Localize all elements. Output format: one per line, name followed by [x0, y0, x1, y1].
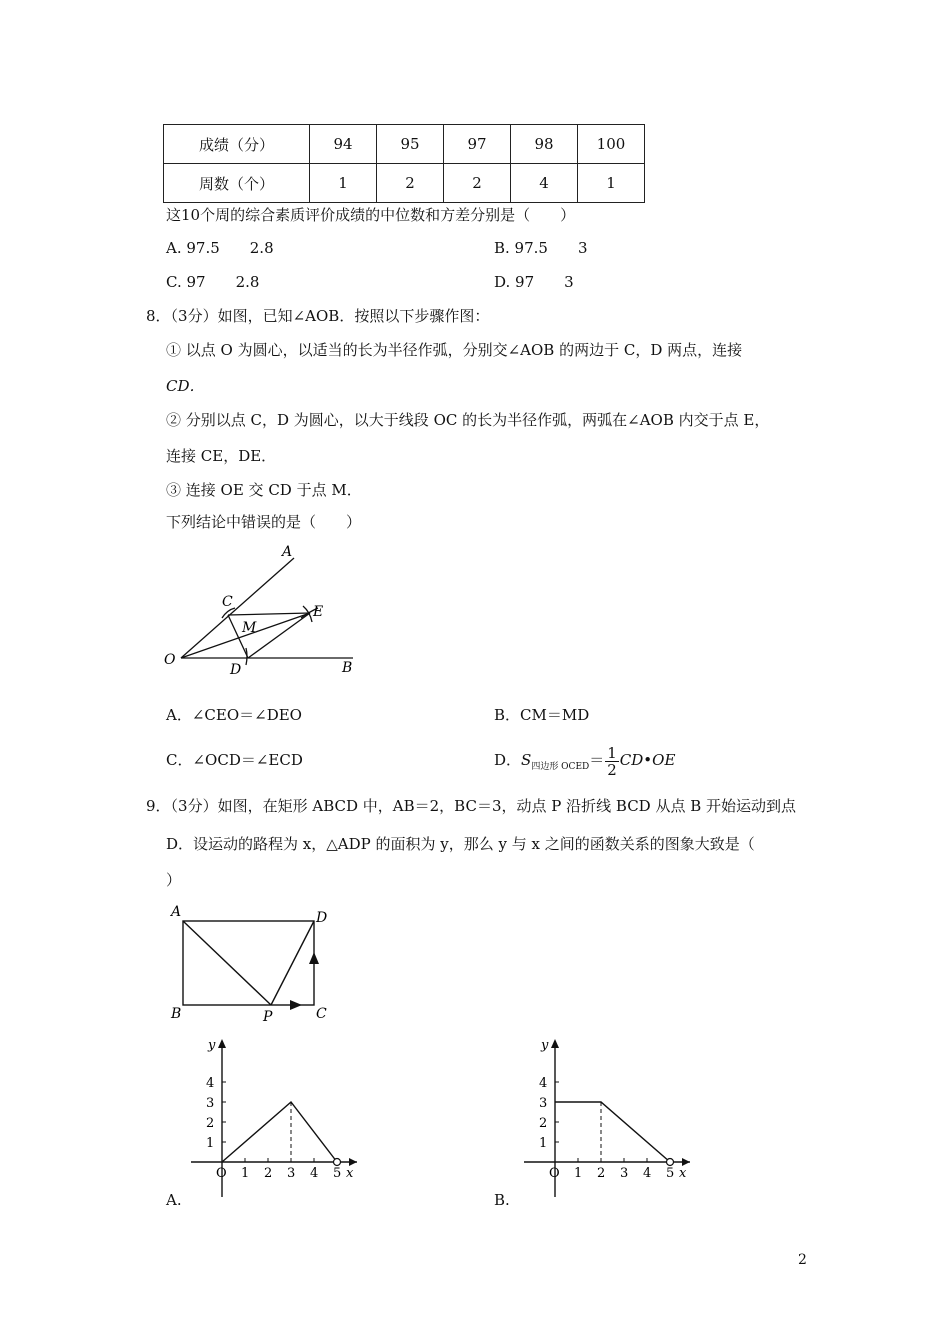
y-tick-label: 3	[539, 1096, 548, 1111]
rectangle-figure	[165, 900, 340, 1025]
x-tick-label: 2	[597, 1166, 606, 1181]
table-cell: 2	[377, 164, 444, 203]
label-e: E	[313, 604, 324, 620]
origin-label: O	[549, 1166, 560, 1181]
x-tick-label: 5	[666, 1166, 675, 1181]
table-row	[164, 164, 645, 203]
endpoint-open-circle	[667, 1159, 674, 1166]
label-a: A	[171, 904, 182, 920]
q8-option-d-s: S	[521, 751, 532, 769]
x-axis-arrow-icon	[349, 1158, 357, 1166]
q8-step3: ③ 连接 OE 交 CD 于点 M．	[166, 481, 362, 499]
label-b: B	[171, 1006, 182, 1022]
x-axis-arrow-icon	[682, 1158, 690, 1166]
q8-option-b: B．CM＝MD	[494, 706, 590, 724]
label-p: P	[263, 1009, 273, 1025]
y-tick-label: 1	[539, 1136, 548, 1151]
score-table	[163, 124, 645, 203]
x-tick-label: 3	[287, 1166, 296, 1181]
q8-step1b: CD．	[166, 377, 205, 395]
fraction-denominator: 2	[607, 760, 617, 779]
y-axis-label: y	[541, 1038, 549, 1053]
q9-line3: ）	[166, 871, 182, 889]
x-tick-label: 1	[241, 1166, 250, 1181]
y-tick-label: 2	[206, 1116, 215, 1131]
label-c: C	[222, 594, 233, 610]
fraction-numerator: 1	[607, 743, 617, 762]
q7-question: 这10个周的综合素质评价成绩的中位数和方差分别是（ ）	[166, 206, 576, 224]
y-tick-label: 3	[206, 1096, 215, 1111]
ray-oa	[181, 558, 294, 658]
q8-option-d-tail: CD•OE	[619, 751, 676, 769]
table-cell: 95	[377, 125, 444, 164]
endpoint-open-circle	[334, 1159, 341, 1166]
segment-de	[248, 613, 310, 658]
graph-option-b	[518, 1035, 703, 1205]
x-axis-label: x	[679, 1166, 687, 1181]
fraction-half	[605, 745, 619, 778]
q8-option-a: A．∠CEO＝∠DEO	[166, 706, 302, 724]
y-tick-label: 2	[539, 1116, 548, 1131]
y-tick-label: 4	[206, 1076, 215, 1091]
q8-step2b: 连接 CE，DE．	[166, 447, 277, 465]
q8-score: （3分）	[170, 307, 218, 325]
q8-option-d-sub: 四边形 OCED	[531, 762, 590, 772]
table-cell: 100	[578, 125, 645, 164]
x-axis-label: x	[346, 1166, 354, 1181]
table-cell: 94	[310, 125, 377, 164]
q8-option-d-eq: ＝	[589, 751, 605, 769]
x-tick-label: 3	[620, 1166, 629, 1181]
function-line	[222, 1102, 337, 1162]
origin-label: O	[216, 1166, 227, 1181]
segment-ce	[228, 613, 310, 615]
label-c: C	[316, 1006, 327, 1022]
q7-option-c: C. 97 2.8	[166, 273, 260, 291]
x-tick-label: 4	[643, 1166, 652, 1181]
q8-option-c: C．∠OCD＝∠ECD	[166, 751, 303, 769]
x-tick-label: 4	[310, 1166, 319, 1181]
x-tick-label: 1	[574, 1166, 583, 1181]
angle-construction-figure	[160, 538, 370, 683]
label-a: A	[282, 544, 293, 560]
label-d: D	[230, 662, 242, 678]
segment-dp	[271, 921, 314, 1005]
y-axis-label: y	[208, 1038, 216, 1053]
arrow-right-icon	[290, 1000, 302, 1010]
q9-line2: D．设运动的路程为 x，△ADP 的面积为 y，那么 y 与 x 之间的函数关系的图象大致是（	[166, 835, 755, 853]
function-line	[555, 1102, 670, 1162]
rectangle-abcd	[183, 921, 314, 1005]
y-axis-arrow-icon	[551, 1039, 559, 1048]
label-d: D	[316, 910, 328, 926]
y-tick-label: 1	[206, 1136, 215, 1151]
q8-intro: 如图，已知∠AOB．按照以下步骤作图：	[217, 307, 490, 325]
graph-option-a	[185, 1035, 370, 1205]
q8-number: 8．	[146, 307, 171, 325]
label-o: O	[164, 652, 176, 668]
segment-ap	[183, 921, 271, 1005]
q7-option-b: B. 97.5 3	[494, 239, 588, 257]
arrow-up-icon	[309, 952, 319, 964]
q9-number: 9．	[146, 797, 171, 815]
x-tick-label: 2	[264, 1166, 273, 1181]
q9-line1: 如图，在矩形 ABCD 中，AB＝2，BC＝3，动点 P 沿折线 BCD 从点 B 开始运动到点	[217, 797, 797, 815]
q8-question: 下列结论中错误的是（ ）	[166, 513, 362, 531]
q8-option-d	[494, 740, 675, 787]
y-axis-arrow-icon	[218, 1039, 226, 1048]
table-cell: 2	[444, 164, 511, 203]
label-m: M	[242, 620, 257, 636]
q8-option-d-prefix: D．	[494, 751, 522, 769]
table-cell: 1	[578, 164, 645, 203]
q9-score: （3分）	[170, 797, 218, 815]
x-tick-label: 5	[333, 1166, 342, 1181]
page-number: 2	[798, 1252, 807, 1268]
table-header-cell: 周数（个）	[164, 164, 310, 203]
table-cell: 1	[310, 164, 377, 203]
q9-option-b: B.	[494, 1191, 510, 1209]
y-tick-label: 4	[539, 1076, 548, 1091]
q8-step1a: ① 以点 O 为圆心，以适当的长为半径作弧，分别交∠AOB 的两边于 C，D 两点，连接	[166, 341, 743, 359]
q8-header	[146, 306, 489, 326]
label-b: B	[342, 660, 353, 676]
q7-option-d: D. 97 3	[494, 273, 574, 291]
q9-header	[146, 796, 796, 816]
q8-step2a: ② 分别以点 C，D 为圆心，以大于线段 OC 的长为半径作弧，两弧在∠AOB 内交于点 E，	[166, 411, 770, 429]
q9-option-a: A.	[166, 1191, 182, 1209]
table-row	[164, 125, 645, 164]
table-cell: 98	[511, 125, 578, 164]
q7-option-a: A. 97.5 2.8	[166, 239, 274, 257]
table-cell: 4	[511, 164, 578, 203]
arc-d	[246, 648, 247, 665]
table-header-cell: 成绩（分）	[164, 125, 310, 164]
table-cell: 97	[444, 125, 511, 164]
